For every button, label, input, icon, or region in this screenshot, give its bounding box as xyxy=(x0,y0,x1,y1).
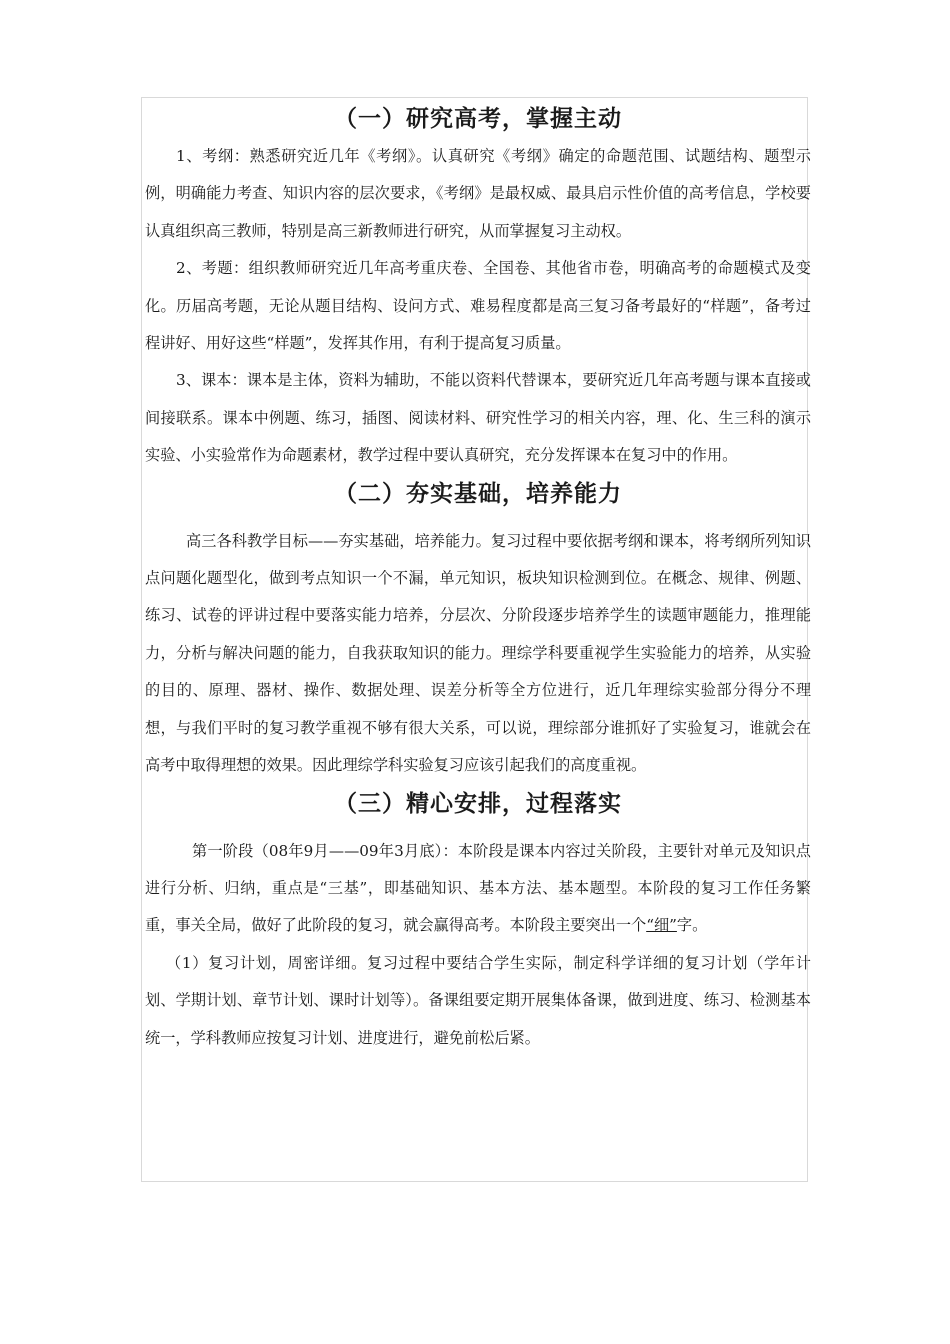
emphasis-word: “细” xyxy=(646,916,677,935)
section-heading-2: （二）夯实基础，培养能力 xyxy=(334,480,622,507)
paragraph-syllabus: 1、考纲：熟悉研究近几年《考纲》。认真研究《考纲》确定的命题范围、试题结构、题型示例，明确能力考查、知识内容的层次要求，《考纲》是最权威、最具启示性价值的高考信息，学校要认真组织高三教师，特别是高三新教师进行研究，从而掌握复习主动权。 xyxy=(145,147,811,240)
emphasis-suffix: 字。 xyxy=(676,916,708,935)
stage-one-text: 第一阶段（08年9月——09年3月底）：本阶段是课本内容过关阶段，主要针对单元及知识点进行分析、归纳，重点是“三基”，即基础知识、基本方法、基本题型。本阶段的复习工作任务繁重，事关全局，做好了此阶段的复习，就会赢得高考。本阶段主要突出一个 xyxy=(145,841,811,935)
paragraph-stage-one xyxy=(145,833,811,945)
section-heading-3: （三）精心安排，过程落实 xyxy=(334,790,622,817)
document-body xyxy=(145,100,811,1057)
section-heading-1: （一）研究高考，掌握主动 xyxy=(334,106,622,132)
paragraph-review-plan: （1）复习计划，周密详细。复习过程中要结合学生实际，制定科学详细的复习计划（学年计划、学期计划、章节计划、课时计划等）。备课组要定期开展集体备课，做到进度、练习、检测基本统一，学科教师应按复习计划、进度进行，避免前松后紧。 xyxy=(145,953,811,1047)
paragraph-exam-questions: 2、考题：组织教师研究近几年高考重庆卷、全国卷、其他省市卷，明确高考的命题模式及变化。历届高考题，无论从题目结构、设问方式、难易程度都是高三复习备考最好的“样题”，备考过程讲好、用好这些“样题”，发挥其作用，有利于提高复习质量。 xyxy=(145,259,811,353)
paragraph-foundation: 高三各科教学目标——夯实基础，培养能力。复习过程中要依据考纲和课本，将考纲所列知识点问题化题型化，做到考点知识一个不漏，单元知识，板块知识检测到位。在概念、规律、例题、练习、试卷的评讲过程中要落实能力培养，分层次、分阶段逐步培养学生的读题审题能力，推理能力，分析与解决问题的能力，自我获取知识的能力。理综学科要重视学生实验能力的培养，从实验的目的、原理、器材、操作、数据处理、误差分析等全方位进行，近几年理综实验部分得分不理想，与我们平时的复习教学重视不够有很大关系，可以说，理综部分谁抓好了实验复习，谁就会在高考中取得理想的效果。因此理综学科实验复习应该引起我们的高度重视。 xyxy=(145,531,811,775)
paragraph-textbook: 3、课本：课本是主体，资料为辅助，不能以资料代替课本，要研究近几年高考题与课本直接或间接联系。课本中例题、练习，插图、阅读材料、研究性学习的相关内容，理、化、生三科的演示实验、小实验常作为命题素材，教学过程中要认真研究，充分发挥课本在复习中的作用。 xyxy=(145,371,811,465)
